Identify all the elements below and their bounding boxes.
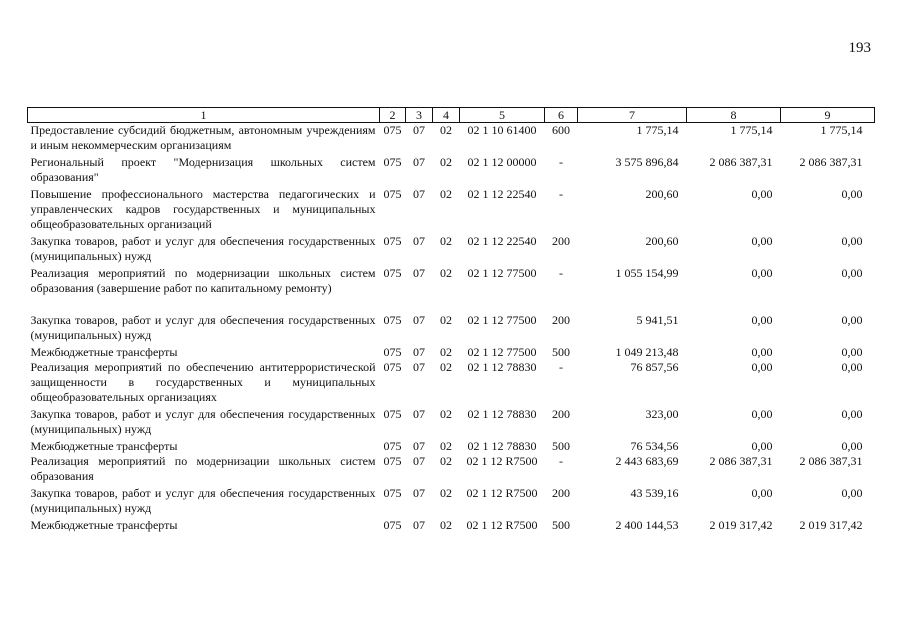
row-name: Закупка товаров, работ и услуг для обеспечения государственных (муниципальных) нужд	[30, 486, 376, 515]
row-name: Предоставление субсидий бюджетным, автономным учреждениям и иным некоммерческим организациям	[30, 123, 376, 152]
table-row	[28, 234, 875, 266]
cell-section: 07	[413, 266, 425, 280]
cell-ministry: 075	[383, 407, 402, 421]
cell-ministry: 075	[383, 454, 402, 468]
cell-ministry: 075	[383, 155, 402, 169]
row-name: Межбюджетные трансферты	[30, 345, 178, 359]
cell-section: 07	[413, 313, 425, 327]
cell-amount-9: 0,00	[841, 407, 863, 421]
cell-amount-9: 0,00	[841, 234, 863, 248]
cell-target-article: 02 1 12 R7500	[466, 518, 538, 532]
table-row	[28, 123, 875, 156]
header-row	[28, 108, 875, 123]
cell-ministry: 075	[383, 518, 402, 532]
cell-ministry: 075	[383, 486, 402, 500]
table-row	[28, 407, 875, 439]
cell-target-article: 02 1 12 R7500	[466, 454, 538, 468]
cell-ministry: 075	[383, 234, 402, 248]
cell-amount-9: 2 086 387,31	[799, 454, 863, 468]
cell-amount-8: 0,00	[751, 234, 773, 248]
cell-amount-7: 323,00	[645, 407, 679, 421]
cell-subsection: 02	[440, 518, 452, 532]
row-name: Межбюджетные трансферты	[30, 518, 178, 532]
header-cell: 9	[781, 108, 875, 123]
cell-section: 07	[413, 187, 425, 201]
cell-subsection: 02	[440, 234, 452, 248]
cell-subsection: 02	[440, 439, 452, 453]
cell-subsection: 02	[440, 187, 452, 201]
cell-amount-9: 0,00	[841, 187, 863, 201]
cell-amount-8: 0,00	[751, 345, 773, 359]
cell-section: 07	[413, 123, 425, 137]
cell-section: 07	[413, 234, 425, 248]
table-row	[28, 266, 875, 313]
cell-section: 07	[413, 155, 425, 169]
row-name: Закупка товаров, работ и услуг для обеспечения государственных (муниципальных) нужд	[30, 313, 376, 342]
cell-target-article: 02 1 12 77500	[467, 313, 537, 327]
cell-subsection: 02	[440, 313, 452, 327]
cell-expense-type: 200	[552, 234, 570, 248]
cell-target-article: 02 1 12 R7500	[466, 486, 538, 500]
cell-section: 07	[413, 439, 425, 453]
cell-amount-9: 0,00	[841, 439, 863, 453]
cell-expense-type: 200	[552, 407, 570, 421]
table-row	[28, 486, 875, 518]
cell-target-article: 02 1 12 22540	[467, 187, 537, 201]
cell-target-article: 02 1 10 61400	[467, 123, 537, 137]
table-row	[28, 313, 875, 345]
cell-amount-8: 0,00	[751, 313, 773, 327]
cell-ministry: 075	[383, 123, 402, 137]
cell-amount-8: 2 086 387,31	[709, 454, 773, 468]
row-name: Реализация мероприятий по модернизации школьных систем образования	[30, 454, 376, 483]
header-cell: 8	[687, 108, 781, 123]
cell-ministry: 075	[383, 439, 402, 453]
cell-subsection: 02	[440, 486, 452, 500]
cell-target-article: 02 1 12 00000	[467, 155, 537, 169]
cell-target-article: 02 1 12 78830	[467, 439, 537, 453]
cell-amount-8: 2 019 317,42	[709, 518, 773, 532]
table-row	[28, 360, 875, 407]
cell-amount-7: 1 049 213,48	[615, 345, 679, 359]
cell-subsection: 02	[440, 360, 452, 374]
cell-amount-7: 2 443 683,69	[615, 454, 679, 468]
cell-amount-9: 0,00	[841, 313, 863, 327]
cell-expense-type: -	[559, 360, 563, 374]
cell-amount-7: 76 534,56	[630, 439, 679, 453]
cell-subsection: 02	[440, 266, 452, 280]
cell-target-article: 02 1 12 78830	[467, 407, 537, 421]
cell-amount-7: 1 055 154,99	[615, 266, 679, 280]
header-cell: 4	[433, 108, 460, 123]
cell-amount-9: 1 775,14	[820, 123, 863, 137]
header-cell: 5	[460, 108, 545, 123]
cell-amount-9: 0,00	[841, 486, 863, 500]
cell-amount-7: 3 575 896,84	[615, 155, 679, 169]
cell-section: 07	[413, 454, 425, 468]
cell-ministry: 075	[383, 187, 402, 201]
cell-section: 07	[413, 360, 425, 374]
header-cell: 7	[578, 108, 687, 123]
row-name: Повышение профессионального мастерства педагогических и управленческих кадров государственных и муниципальных общеобразовательных организаций	[30, 187, 376, 231]
cell-amount-7: 200,60	[645, 234, 679, 248]
cell-subsection: 02	[440, 345, 452, 359]
cell-expense-type: -	[559, 454, 563, 468]
row-name: Межбюджетные трансферты	[30, 439, 178, 453]
table-row	[28, 518, 875, 533]
cell-target-article: 02 1 12 77500	[467, 345, 537, 359]
header-cell: 2	[380, 108, 406, 123]
cell-ministry: 075	[383, 360, 402, 374]
cell-expense-type: 200	[552, 313, 570, 327]
cell-expense-type: 600	[552, 123, 570, 137]
header-cell: 3	[406, 108, 433, 123]
header-cell: 1	[28, 108, 380, 123]
cell-expense-type: -	[559, 155, 563, 169]
row-name: Региональный проект "Модернизация школьных систем образования"	[30, 155, 376, 184]
row-name: Закупка товаров, работ и услуг для обеспечения государственных (муниципальных) нужд	[30, 234, 376, 263]
cell-ministry: 075	[383, 266, 402, 280]
cell-target-article: 02 1 12 22540	[467, 234, 537, 248]
budget-table	[27, 107, 875, 533]
table-row	[28, 454, 875, 486]
cell-subsection: 02	[440, 407, 452, 421]
cell-section: 07	[413, 407, 425, 421]
cell-amount-7: 2 400 144,53	[615, 518, 679, 532]
cell-subsection: 02	[440, 155, 452, 169]
cell-amount-9: 0,00	[841, 360, 863, 374]
row-name: Реализация мероприятий по модернизации школьных систем образования (завершение работ по капитальному ремонту)	[30, 266, 376, 295]
cell-amount-9: 2 086 387,31	[799, 155, 863, 169]
cell-expense-type: -	[559, 266, 563, 280]
cell-amount-9: 0,00	[841, 345, 863, 359]
cell-target-article: 02 1 12 78830	[467, 360, 537, 374]
row-name: Реализация мероприятий по обеспечению антитеррористической защищенности в государственных и муниципальных общеобразовательных организациях	[30, 360, 376, 404]
cell-amount-8: 0,00	[751, 407, 773, 421]
cell-amount-7: 1 775,14	[636, 123, 679, 137]
header-cell: 6	[545, 108, 578, 123]
cell-expense-type: 200	[552, 486, 570, 500]
cell-expense-type: 500	[552, 518, 570, 532]
table-row	[28, 345, 875, 360]
cell-amount-8: 0,00	[751, 486, 773, 500]
cell-subsection: 02	[440, 123, 452, 137]
cell-amount-8: 0,00	[751, 439, 773, 453]
cell-ministry: 075	[383, 313, 402, 327]
cell-section: 07	[413, 518, 425, 532]
cell-amount-7: 43 539,16	[630, 486, 679, 500]
cell-amount-7: 200,60	[645, 187, 679, 201]
cell-amount-8: 2 086 387,31	[709, 155, 773, 169]
cell-section: 07	[413, 345, 425, 359]
cell-expense-type: 500	[552, 345, 570, 359]
cell-amount-8: 0,00	[751, 187, 773, 201]
cell-target-article: 02 1 12 77500	[467, 266, 537, 280]
cell-section: 07	[413, 486, 425, 500]
cell-amount-9: 0,00	[841, 266, 863, 280]
table-row	[28, 439, 875, 454]
cell-subsection: 02	[440, 454, 452, 468]
cell-expense-type: 500	[552, 439, 570, 453]
row-name: Закупка товаров, работ и услуг для обеспечения государственных (муниципальных) нужд	[30, 407, 376, 436]
cell-amount-8: 0,00	[751, 360, 773, 374]
table-row	[28, 155, 875, 187]
cell-amount-7: 76 857,56	[630, 360, 679, 374]
cell-amount-8: 1 775,14	[730, 123, 773, 137]
cell-amount-8: 0,00	[751, 266, 773, 280]
cell-expense-type: -	[559, 187, 563, 201]
page-number: 193	[848, 40, 871, 56]
cell-amount-9: 2 019 317,42	[799, 518, 863, 532]
cell-amount-7: 5 941,51	[636, 313, 679, 327]
table-row	[28, 187, 875, 234]
cell-ministry: 075	[383, 345, 402, 359]
